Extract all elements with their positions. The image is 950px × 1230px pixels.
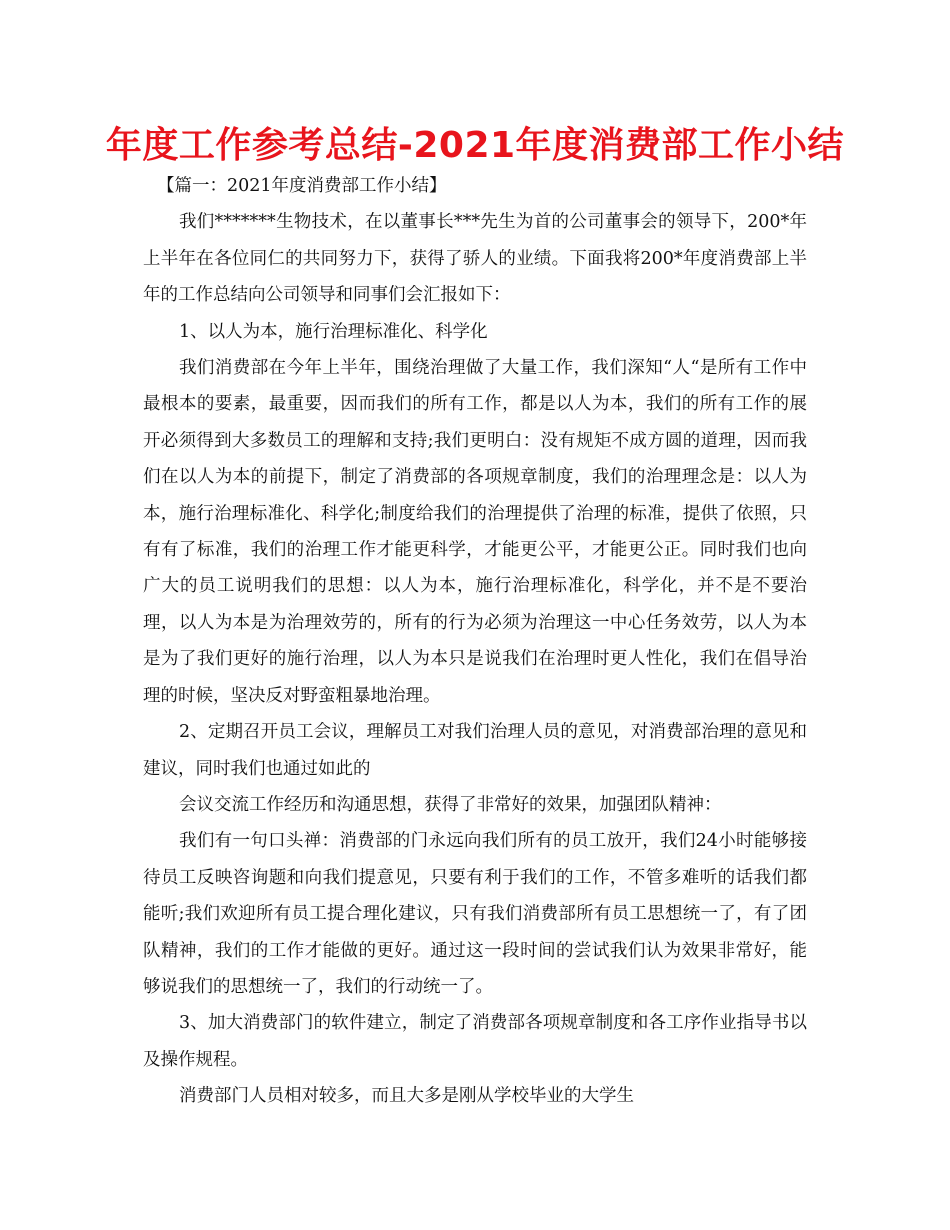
paragraph: 会议交流工作经历和沟通思想，获得了非常好的效果，加强团队精神：: [179, 794, 722, 815]
paragraph: 2、定期召开员工会议，理解员工对我们治理人员的意见，对消费部治理的意见和建议，同时我们也通过如此的: [143, 722, 807, 779]
document-body: [143, 168, 807, 1115]
paragraph: 我们*******生物技术，在以董事长***先生为首的公司董事会的领导下，200*年上半年在各位同仁的共同努力下，获得了骄人的业绩。下面我将200*年度消费部上半年的工作总结向公司领导和同事们会汇报如下：: [143, 212, 807, 306]
paragraph: 我们有一句口头禅：消费部的门永远向我们所有的员工放开，我们24小时能够接待员工反映咨询题和向我们提意见，只要有利于我们的工作，不管多难听的话我们都能听;我们欢迎所有员工提合理化建议，只有我们消费部所有员工思想统一了，有了团队精神，我们的工作才能做的更好。通过这一段时间的尝试我们认为效果非常好，能够说我们的思想统一了，我们的行动统一了。: [143, 831, 807, 997]
paragraph: 我们消费部在今年上半年，围绕治理做了大量工作，我们深知“人“是所有工作中最根本的要素，最重要，因而我们的所有工作，都是以人为本，我们的所有工作的展开必须得到大多数员工的理解和支持;我们更明白：没有规矩不成方圆的道理，因而我们在以人为本的前提下，制定了消费部的各项规章制度，我们的治理理念是：以人为本，施行治理标准化、科学化;制度给我们的治理提供了治理的标准，提供了依照，只有有了标准，我们的治理工作才能更科学，才能更公平，才能更公正。同时我们也向广大的员工说明我们的思想：以人为本，施行治理标准化，科学化，并不是不要治理，以人为本是为治理效劳的，所有的行为必须为治理这一中心任务效劳，以人为本是为了我们更好的施行治理，以人为本只是说我们在治理时更人性化，我们在倡导治理的时候，坚决反对野蛮粗暴地治理。: [143, 358, 807, 706]
section-heading: 【篇一：2021年度消费部工作小结】: [157, 176, 447, 196]
paragraph: 3、加大消费部门的软件建立，制定了消费部各项规章制度和各工序作业指导书以及操作规程。: [143, 1013, 807, 1070]
paragraph: 消费部门人员相对较多，而且大多是刚从学校毕业的大学生: [179, 1086, 634, 1107]
paragraph: 1、以人为本，施行治理标准化、科学化: [179, 321, 488, 342]
document-title: 年度工作参考总结-2021年度消费部工作小结: [105, 125, 845, 166]
